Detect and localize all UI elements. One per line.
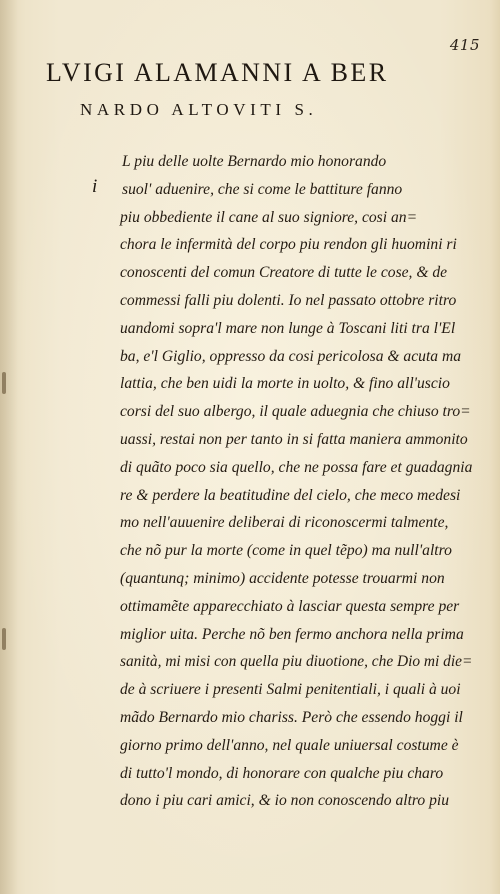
text-line: lattia, che ben uidi la morte in uolto, & fino all'uscio <box>120 375 450 393</box>
heading-line-1: LVIGI ALAMANNI A BER <box>46 58 389 87</box>
text-line: ottimamẽte apparecchiato à lasciar questa sempre per <box>120 597 460 615</box>
text-line: commessi falli piu dolenti. Io nel passato ottobre ritro <box>120 291 457 309</box>
body-text <box>120 148 473 815</box>
page-edge-mark <box>2 372 6 394</box>
text-line: chora le infermità del corpo piu rendon gli huomini ri <box>120 236 457 254</box>
drop-initial: i <box>92 176 98 197</box>
heading-line-2: NARDO ALTOVITI S. <box>80 100 318 119</box>
text-line: dono i piu cari amici, & io non conoscendo altro piu <box>120 792 450 810</box>
text-line: uandomi sopra'l mare non lunge à Toscani liti tra l'El <box>120 319 456 337</box>
spine-shadow <box>0 0 18 894</box>
text-line: suol' aduenire, che si come le battiture fanno <box>122 180 403 198</box>
text-line: di tutto'l mondo, di honorare con qualche piu charo <box>120 764 444 782</box>
text-line: mãdo Bernardo mio chariss. Però che essendo hoggi il <box>120 708 463 726</box>
text-line: (quantunq; minimo) accidente potesse trouarmi non <box>120 569 445 587</box>
text-line: mo nell'auuenire deliberai di riconoscermi talmente, <box>120 514 449 532</box>
text-line: de à scriuere i presenti Salmi penitentiali, i quali à uoi <box>120 681 461 699</box>
text-line: giorno primo dell'anno, nel quale uniuersal costume è <box>120 736 459 754</box>
text-line: che nõ pur la morte (come in quel tẽpo) ma null'altro <box>120 542 452 560</box>
text-line: di quãto poco sia quello, che ne possa fare et guadagnia <box>120 458 473 476</box>
page-edge-mark <box>2 628 6 650</box>
text-line: corsi del suo albergo, il quale aduegnia che chiuso tro= <box>120 403 471 421</box>
text-line: sanità, mi misi con quella piu diuotione, che Dio mi die= <box>120 653 473 671</box>
page-number: 415 <box>449 36 480 54</box>
text-line: uassi, restai non per tanto in si fatta maniera ammonito <box>120 430 468 448</box>
text-line: piu obbediente il cane al suo signiore, cosi an= <box>120 208 418 226</box>
text-line: miglior uita. Perche nõ ben fermo anchora nella prima <box>120 625 464 643</box>
text-line: L piu delle uolte Bernardo mio honorando <box>122 153 387 170</box>
text-line: re & perdere la beatitudine del cielo, che meco medesi <box>120 486 461 504</box>
text-line: conoscenti del comun Creatore di tutte le cose, & de <box>120 264 448 282</box>
text-line: ba, e'l Giglio, oppresso da cosi pericolosa & acuta ma <box>120 347 462 365</box>
